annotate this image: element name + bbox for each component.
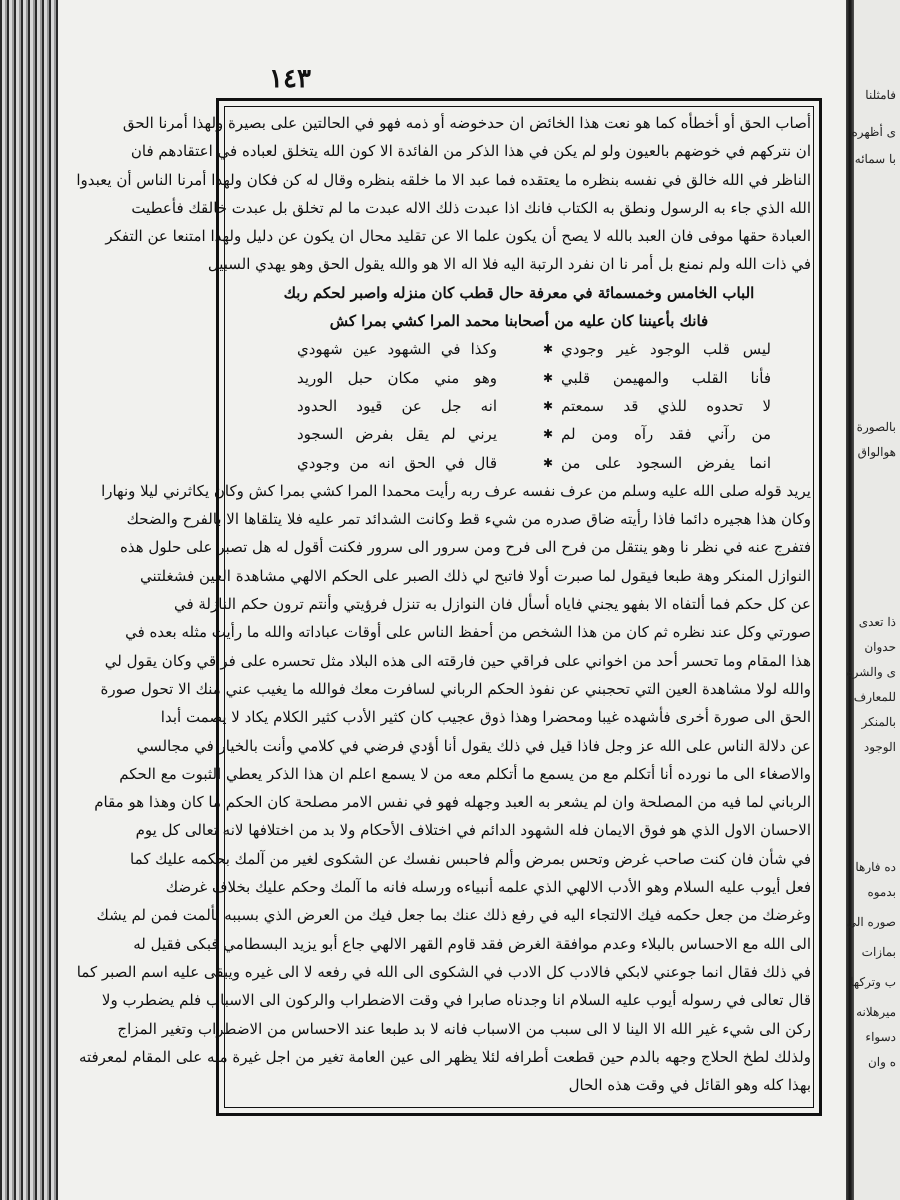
verse-first-hemistich: ليس قلب الوجود غير وجودي [561,340,771,359]
text-line: عن كل حكم فما ألتفاه الا بفهو يجني فاياه أسأل فان النوازل به تنزل فرؤيتي وأنتم ترون حكم النازلة في [173,595,811,614]
text-line: والاصغاء الى ما نورده أنا أتكلم مع من يسمع ما أتكلم معه من لا يسمع اعلم ان هذا الذكر يعطي الثبوت مع الحكم [119,764,811,783]
poem-verse [227,392,811,420]
adjacent-page-fragment: ى أظهره [851,125,896,139]
adjacent-page [846,0,900,1200]
text-line: الناظر في الله خالق في نفسه بنظره ما يعتقده فما عبد الا ما خلقه بنظره وقال له كن فكان ولهذا أمرنا الناس أن يعبدوا [76,170,811,189]
text-line: في ذات الله ولم نمنع بل أمر نا ان نفرد الرتبة اليه فلا اله الا هو والله يقول الحق وهو يهدي السبيل [207,255,811,274]
book-page-edges [0,0,58,1200]
text-line: صورتي وكل عند نظره ثم كان من هذا الشخص من أحفظ الناس على أوقات عباداته والله ما رأيت مثله بعده في [125,623,811,642]
text-line: ان نتركهم في خوضهم بالعيون ولو لم يكن في هذا الذكر من الفائدة الا كون الله يتخلق لعباده في اعتقادهم فان [130,142,811,161]
verse-second-hemistich: يرني لم يقل بفرض السجود [297,425,497,444]
poem-verse [227,420,811,448]
verse-separator-icon: ✱ [542,427,553,442]
text-body [76,477,811,1100]
text-line: يريد قوله صلى الله عليه وسلم من عرف نفسه عرف ربه رأيت محمدا المرا كشي بمرا كش وكان يكاثرني ليلا ونهارا [101,481,811,500]
verse-separator-icon: ✱ [542,455,553,470]
verse-first-hemistich: انما يفرض السجود على من [561,453,771,472]
adjacent-page-fragment: با سمائه [854,152,896,166]
adjacent-page-fragment: ه وان [867,1055,896,1069]
verse-first-hemistich: فأنا القلب والمهيمن قلبي [561,368,771,387]
adjacent-page-fragment: بالمنكر [861,715,896,729]
text-line: الحق الى صورة أخرى فأشهده غيبا ومحضرا وهذا ذوق عجيب كان كثير الأدب كثير الكلام يكاد لا يصمت أبدا [160,708,811,727]
poem-verse [227,335,811,363]
text-line: في شأن فان كنت صاحب غرض وتحس بمرض وألم فاحبس نفسك عن الشكوى لغير من آلمك بحكمه عليك كما [130,849,811,868]
verse-first-hemistich: لا تحدوه للذي قد سمعتم [561,396,771,415]
page-gutter [846,0,854,1200]
text-line: الى الله مع الاحساس بالبلاء وعدم موافقة الغرض فقد قاوم القهر الالهي جاع أبو يزيد البسطامي فبكى فقيل له [133,934,811,953]
text-frame [76,98,822,1116]
poem-verse [227,449,811,477]
text-line: هذا المقام وما تحسر أحد من اخواني على فراقي حين فارقته الى هذه البلاد مثل تحسره على فراقي وكان يقول لي [104,651,811,670]
text-line: قال تعالى في رسوله أيوب عليه السلام انا وجدناه صابرا في وقت الاضطراب والركون الى الاسباب فلم يضطرب ولا [101,991,811,1010]
verse-first-hemistich: من رآني فقد رآه ومن لم [561,425,771,444]
text-line: والله لولا مشاهدة العين التي تحجبني عن نفوذ الحكم الرباني لسافرت معك فوالله ما يغيب عني منك الا تحول صورة [100,679,811,698]
text-line: ركن الى شيء غير الله الا الينا لا الى سبب من الاسباب فانه لا بد طبعا عند الاحساس من الاضطراب وتغير المزاج [117,1019,811,1038]
text-line: الله الذي جاء به الرسول ونطق به الكتاب فانك اذا عبدت ذلك الاله عبدت ما لم تخلق بل عبدت خالقك فأعطيت [131,198,811,217]
adjacent-page-fragment: هوالواق [857,445,896,459]
text-line: الاحسان الاول الذي هو فوق الايمان فله الشهود الدائم في اختلاف الأحكام ولا بد من اختلافها لانه تعالى كل يوم [135,821,811,840]
text-line: في ذلك فقال انما جوعني لابكي فالادب كل الادب في الشكوى الى الله في رفعه لا الى غيره ويبقى عليه اسم الصبر كما [76,962,811,981]
adjacent-page-fragment: ذا تعدى [858,615,896,629]
text-line: النوازل المنكر وهة طبعا فيقول لما صبرت أولا فاتبح لي ذلك الصبر على الحكم الالهي مشاهدة العين فشغلتني [139,566,811,585]
adjacent-page-fragment: ميرهلانه [856,1005,896,1019]
text-line: عن دلالة الناس على الله عز وجل فاذا قيل في ذلك يقول أنا أؤدي فرضي في كلامي وأنت بالخيار في مجالسي [136,736,811,755]
text-line: فتفرج عنه في نظر نا وهو ينتقل من فرح الى فرح ومن سرور الى سرور فكنت أقول له هل تصبر على حلول هذه [120,538,811,557]
text-line: بهذا كله وهو القائل في وقت هذه الحال [568,1076,811,1095]
adjacent-page-fragment: ده فارها [855,860,896,874]
verse-second-hemistich: وهو مني مكان حبل الوريد [297,368,497,387]
intro-verse: فانك بأعيننا كان عليه من أصحابنا محمد المرا كشي بمرا كش [329,312,709,331]
page-number: ١٤٣ [269,64,311,94]
text-line: الرباني لما فيه من المصلحة وان لم يشعر به العبد وجهله فهو في نفس الامر مصلحة كان الحكم ما كان وهذا هو مقام [94,793,811,812]
adjacent-page-fragment: بمازات [861,945,896,959]
adjacent-page-fragment: دسواء [865,1030,896,1044]
adjacent-page-fragment: للمعارف [853,690,896,704]
verse-second-hemistich: انه جل عن قيود الحدود [297,396,497,415]
poem-verse [227,364,811,392]
page-text [76,109,811,1105]
adjacent-page-fragment: فامثلنا [865,88,896,102]
adjacent-page-fragment: الوجود [863,740,896,754]
verse-second-hemistich: وكذا في الشهود عين شهودي [297,340,497,359]
adjacent-page-fragment: بدموه [867,885,896,899]
verse-second-hemistich: قال في الحق انه من وجودي [297,453,497,472]
verse-separator-icon: ✱ [542,398,553,413]
verse-separator-icon: ✱ [542,370,553,385]
verse-separator-icon: ✱ [542,342,553,357]
adjacent-page-fragment: ب وترکها [850,975,896,989]
adjacent-page-fragment: صوره الى [846,915,896,929]
text-line: وكان هذا هجيره دائما فاذا رأيته ضاق صدره من شيء قط وكانت الشدائد تمر عليه فلا يتلقاها الا بالفرح والضحك [126,510,811,529]
chapter-heading: الباب الخامس وخمسمائة في معرفة حال قطب كان منزله واصبر لحكم ربك [283,283,755,302]
text-line: فعل أيوب عليه السلام وهو الأدب الالهي الذي علمه أنبياءه ورسله فانه ما آلمك وحكم عليك بخلاف غرضك [165,878,811,897]
adjacent-page-fragment: بالصورة [856,420,896,434]
adjacent-page-fragment: ى والشره [846,665,896,679]
text-line: أصاب الحق أو أخطأه كما هو نعت هذا الخائض ان حدخوضه أو ذمه فهو في الحالتين على بصيرة ولهذا أمرنا الحق [122,114,811,132]
adjacent-page-fragment: حدوان [864,640,896,654]
text-line: وغرضك من جعل حكمه فيك الالتجاء اليه في رفع ذلك عنك بما جعل فيك من العرض الذي بسببه تألمت فمن لم يشك [96,906,811,925]
text-line: ولذلك لطخ الحلاج وجهه بالدم حين قطعت أطرافه لئلا يظهر الى عين العامة تغير من اجل غيرة منه على المقام لمعرفته [78,1047,811,1066]
text-line: العبادة حقها موفى فان العبد بالله لا يصح أن يكون علما الا عن تقليد محال ان يكون عن دليل ولهذا امتنعا عن التفكر [105,227,811,246]
